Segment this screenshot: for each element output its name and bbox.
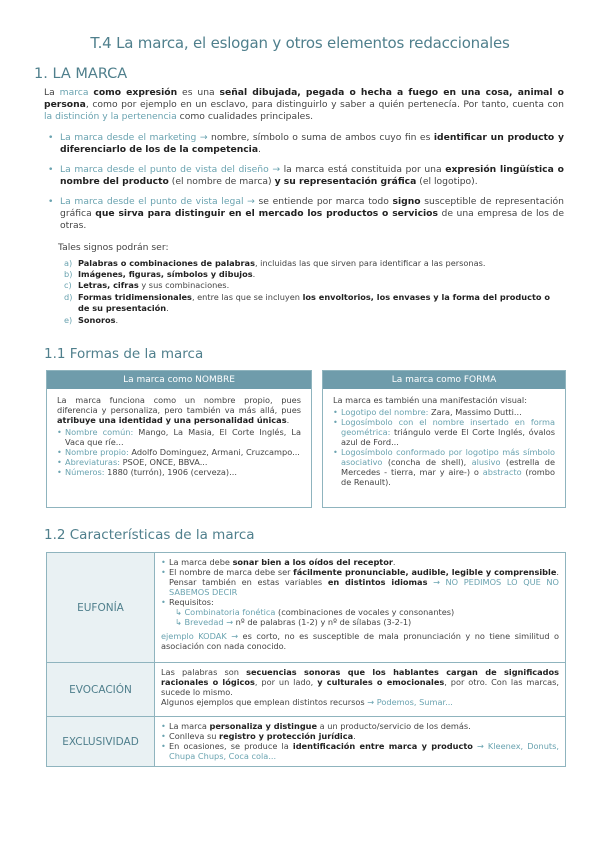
row-content-evocacion: Las palabras son secuencias sonoras que los hablantes cargan de significados racionales o lógicos, por un lado, y culturales o emocionales, por otro. Con las marcas, sucede lo mismo. Algunos ejemplos que emplean distintos recursos → Podemos, Sumar... xyxy=(155,663,566,717)
box-header-nombre: La marca como NOMBRE xyxy=(47,371,311,389)
signs-intro: Tales signos podrán ser: xyxy=(58,242,169,253)
section-heading-la-marca: 1. LA MARCA xyxy=(34,66,128,82)
nombre-description: La marca funciona como un nombre propio, pues diferencia y personaliza, pero también va más allá, pues atribuye una identidad y una personalidad únicas. xyxy=(57,395,301,425)
sign-item: d) Formas tridimensionales, entre las que se incluyen los envoltorios, los envases y la forma del producto o de su presentación. xyxy=(64,292,550,313)
row-content-exclusividad: • La marca personaliza y distingue a un producto/servicio de los demás. • Conlleva su registro y protección jurídica. • En ocasiones, se produce la identificación entre marca y producto → Kleenex, Donuts, Chupa Chups, Coca cola... xyxy=(155,717,566,767)
section-heading-formas: 1.1 Formas de la marca xyxy=(44,346,204,362)
sign-item: e) Sonoros. xyxy=(64,315,119,325)
box-marca-nombre xyxy=(46,370,312,508)
row-content-eufonia: • La marca debe sonar bien a los oídos del receptor. • El nombre de marca debe ser fácilmente pronunciable, audible, legible y comprensible. Pensar también en estas variables en distintos idiomas → NO PEDIMOS LO QUE NO SABEMOS DECIR • Requisitos: ↳ Combinatoria fonética (combinaciones de vocales y consonantes) ↳ Brevedad → nº de palabras (1-2) y nº de sílabas (3-2-1) ejemplo KODAK → es corto, no es susceptible de mala pronunciación y no tiene similitud o asociación con nada conocido. xyxy=(155,553,566,663)
forma-item: • Logotipo del nombre: Zara, Massimo Dutti... xyxy=(333,407,522,417)
sign-item: c) Letras, cifras y sus combinaciones. xyxy=(64,280,230,290)
nombre-item: • Nombre común: Mango, La Masia, El Corte Inglés, La Vaca que ríe... xyxy=(57,427,301,447)
sign-item: b) Imágenes, figuras, símbolos y dibujos. xyxy=(64,269,256,279)
row-label-exclusividad: EXCLUSIVIDAD xyxy=(47,717,155,767)
forma-item: • Logosímbolo con el nombre insertado en forma geométrica: triángulo verde El Corte Inglés, óvalos azul de Ford... xyxy=(333,417,555,447)
box-header-forma: La marca como FORMA xyxy=(323,371,565,389)
nombre-item: • Abreviaturas: PSOE, ONCE, BBVA... xyxy=(57,457,208,467)
bullet-legal: • La marca desde el punto de vista legal → se entiende por marca todo signo susceptible de representación gráfica que sirva para distinguir en el mercado los productos o servicios de una empresa de los de otras. xyxy=(48,196,564,231)
nombre-item: • Números: 1880 (turrón), 1906 (cerveza)... xyxy=(57,467,237,477)
row-label-eufonia: EUFONÍA xyxy=(47,553,155,663)
forma-description: La marca es también una manifestación visual: xyxy=(333,395,527,405)
bullet-marketing: • La marca desde el marketing → nombre, símbolo o suma de ambos cuyo fin es identificar un producto y diferenciarlo de los de la competencia. xyxy=(48,132,564,155)
bullet-diseno: • La marca desde el punto de vista del diseño → la marca está constituida por una expresión lingüística o nombre del producto (el nombre de marca) y su representación gráfica (el logotipo). xyxy=(48,164,564,187)
document-title: T.4 La marca, el eslogan y otros elementos redaccionales xyxy=(90,34,510,52)
table-row xyxy=(47,553,566,663)
box-marca-forma xyxy=(322,370,566,508)
intro-paragraph: La marca como expresión es una señal dibujada, pegada o hecha a fuego en una cosa, animal o persona, como por ejemplo en un esclavo, para distinguirlo y saber a quién pertenecía. Por tanto, cuenta con la distinción y la pertenencia como cualidades principales. xyxy=(44,87,564,122)
characteristics-table xyxy=(46,552,566,767)
section-heading-caracteristicas: 1.2 Características de la marca xyxy=(44,527,255,543)
nombre-item: • Nombre propio: Adolfo Dominguez, Armani, Cruzcampo... xyxy=(57,447,300,457)
table-row xyxy=(47,717,566,767)
row-label-evocacion: EVOCACIÓN xyxy=(47,663,155,717)
table-row xyxy=(47,663,566,717)
forma-item: • Logosímbolo conformado por logotipo más símbolo asociativo (concha de shell), alusivo (estrella de Mercedes - tierra, mar y aire-) o abstracto (rombo de Renault). xyxy=(333,447,555,487)
sign-item: a) Palabras o combinaciones de palabras, incluidas las que sirven para identificar a las personas. xyxy=(64,258,486,268)
